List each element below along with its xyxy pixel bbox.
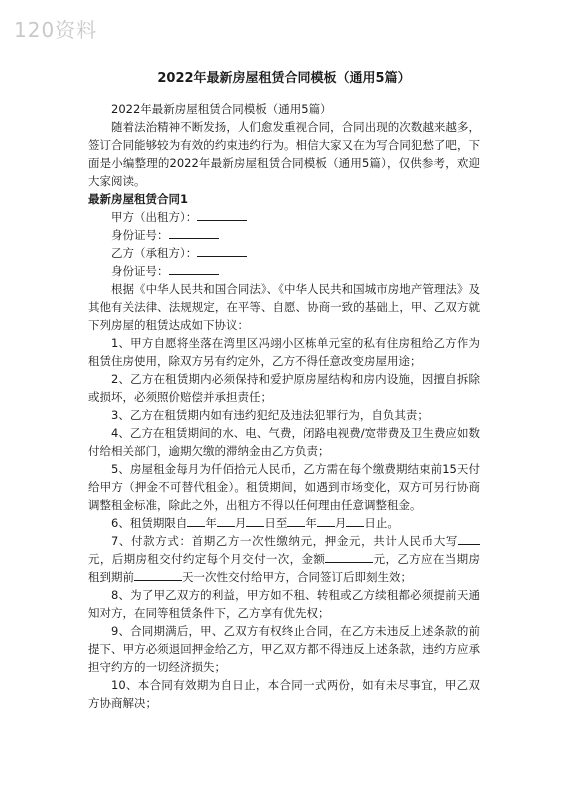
clause-7 [88, 532, 480, 586]
party-b-blank [197, 244, 247, 257]
party-a-line [88, 208, 480, 226]
clause-6-blank [317, 514, 335, 527]
clause-6-text: 月 [234, 516, 247, 530]
party-a-id-label: 身份证号： [111, 228, 169, 242]
party-b-line [88, 244, 480, 262]
intro-paragraph: 随着法治精神不断发扬，人们愈发重视合同，合同出现的次数越来越多，签订合同能够较为有效的约束违约行为。相信大家又在为写合同犯愁了吧，下面是小编整理的2022年最新房屋租赁合同模板（通用5篇），仅供参考，欢迎大家阅读。 [88, 120, 480, 188]
clause-4: 4、乙方在租赁期间的水、电、气费，闭路电视费/宽带费及卫生费应如数付给相关部门，逾期欠缴的滞纳金由乙方负责； [88, 426, 480, 458]
clause-7-blank [325, 550, 373, 563]
clause-3: 3、乙方在租赁期内如有违约犯纪及违法犯罪行为，自负其责； [111, 408, 429, 422]
clause-8: 8、为了甲乙双方的利益，甲方如不租、转租或乙方续租都必须提前天通知对方，在同等租赁条件下，乙方享有优先权； [88, 588, 480, 620]
clause-6-text: 日止。 [364, 516, 399, 530]
clause-6-text: 6、租赁期限自 [111, 516, 188, 530]
party-b-id-label: 身份证号： [111, 264, 169, 278]
clause-10: 10、本合同有效期为自日止，本合同一式两份，如有未尽事宜，甲乙双方协商解决； [88, 678, 480, 710]
clause-7-text: 天一次性交付给甲方，合同签订后即刻生效； [182, 570, 412, 584]
party-b-id-blank [169, 262, 219, 275]
clause-6-blank [187, 514, 205, 527]
clause-6-text: 日至 [264, 516, 288, 530]
party-b-label: 乙方（承租方）： [111, 246, 198, 260]
clause-6-blank [246, 514, 264, 527]
document-title: 2022年最新房屋租赁合同模板（通用5篇） [157, 71, 411, 86]
clause-6 [88, 514, 480, 532]
clause-6-blank [287, 514, 305, 527]
clause-7-text: 7、付款方式：首期乙方一次性缴纳元，押金元，共计人民币大写 [111, 534, 458, 548]
clause-7-text: 元，乙方应在当期房租到期前 [88, 552, 481, 584]
clause-6-text: 年 [305, 516, 317, 530]
party-a-label: 甲方（出租方）： [111, 210, 198, 224]
party-a-id-line [88, 226, 480, 244]
section-heading: 最新房屋租赁合同1 [88, 192, 189, 206]
clause-2: 2、乙方在租赁期内必须保持和爱护原房屋结构和房内设施，因擅自拆除或损坏，必须照价赔偿并承担责任； [88, 372, 480, 404]
legal-basis-paragraph: 根据《中华人民共和国合同法》、《中华人民共和国城市房地产管理法》及其他有关法律、法规规定，在平等、自愿、协商一致的基础上，甲、乙双方就下列房屋的租赁达成如下协议： [88, 282, 480, 332]
document-body [88, 70, 480, 712]
party-a-blank [197, 208, 247, 221]
party-a-id-blank [169, 226, 219, 239]
clause-1: 1、甲方自愿将坐落在湾里区冯翊小区栋单元室的私有住房租给乙方作为租赁住房使用，除双方另有约定外，乙方不得任意改变房屋用途； [88, 336, 480, 368]
party-b-id-line [88, 262, 480, 280]
clause-6-text: 年 [205, 516, 217, 530]
document-subtitle: 2022年最新房屋租赁合同模板（通用5篇） [111, 102, 332, 116]
clause-6-blank [346, 514, 364, 527]
clause-6-blank [217, 514, 235, 527]
clause-7-blank [458, 532, 480, 545]
watermark-logo: 120资料 [14, 18, 98, 42]
clause-5: 5、房屋租金每月为仟佰拾元人民币，乙方需在每个缴费期结束前15天付给甲方（押金不可替代租金）。租赁期间，如遇到市场变化，双方可另行协商调整租金标准，除此之外，出租方不得以任何理由任意调整租金。 [88, 462, 480, 512]
clause-7-blank [134, 568, 182, 581]
clause-9: 9、合同期满后，甲、乙双方有权终止合同，在乙方未违反上述条款的前提下、甲方必须退回押金给乙方，甲乙双方都不得违反上述条款，违约方应承担守约方的一切经济损失； [88, 624, 480, 674]
clause-6-text: 月 [334, 516, 347, 530]
clause-7-text: 元，后期房租交付约定每个月交付一次，金额 [88, 552, 326, 566]
